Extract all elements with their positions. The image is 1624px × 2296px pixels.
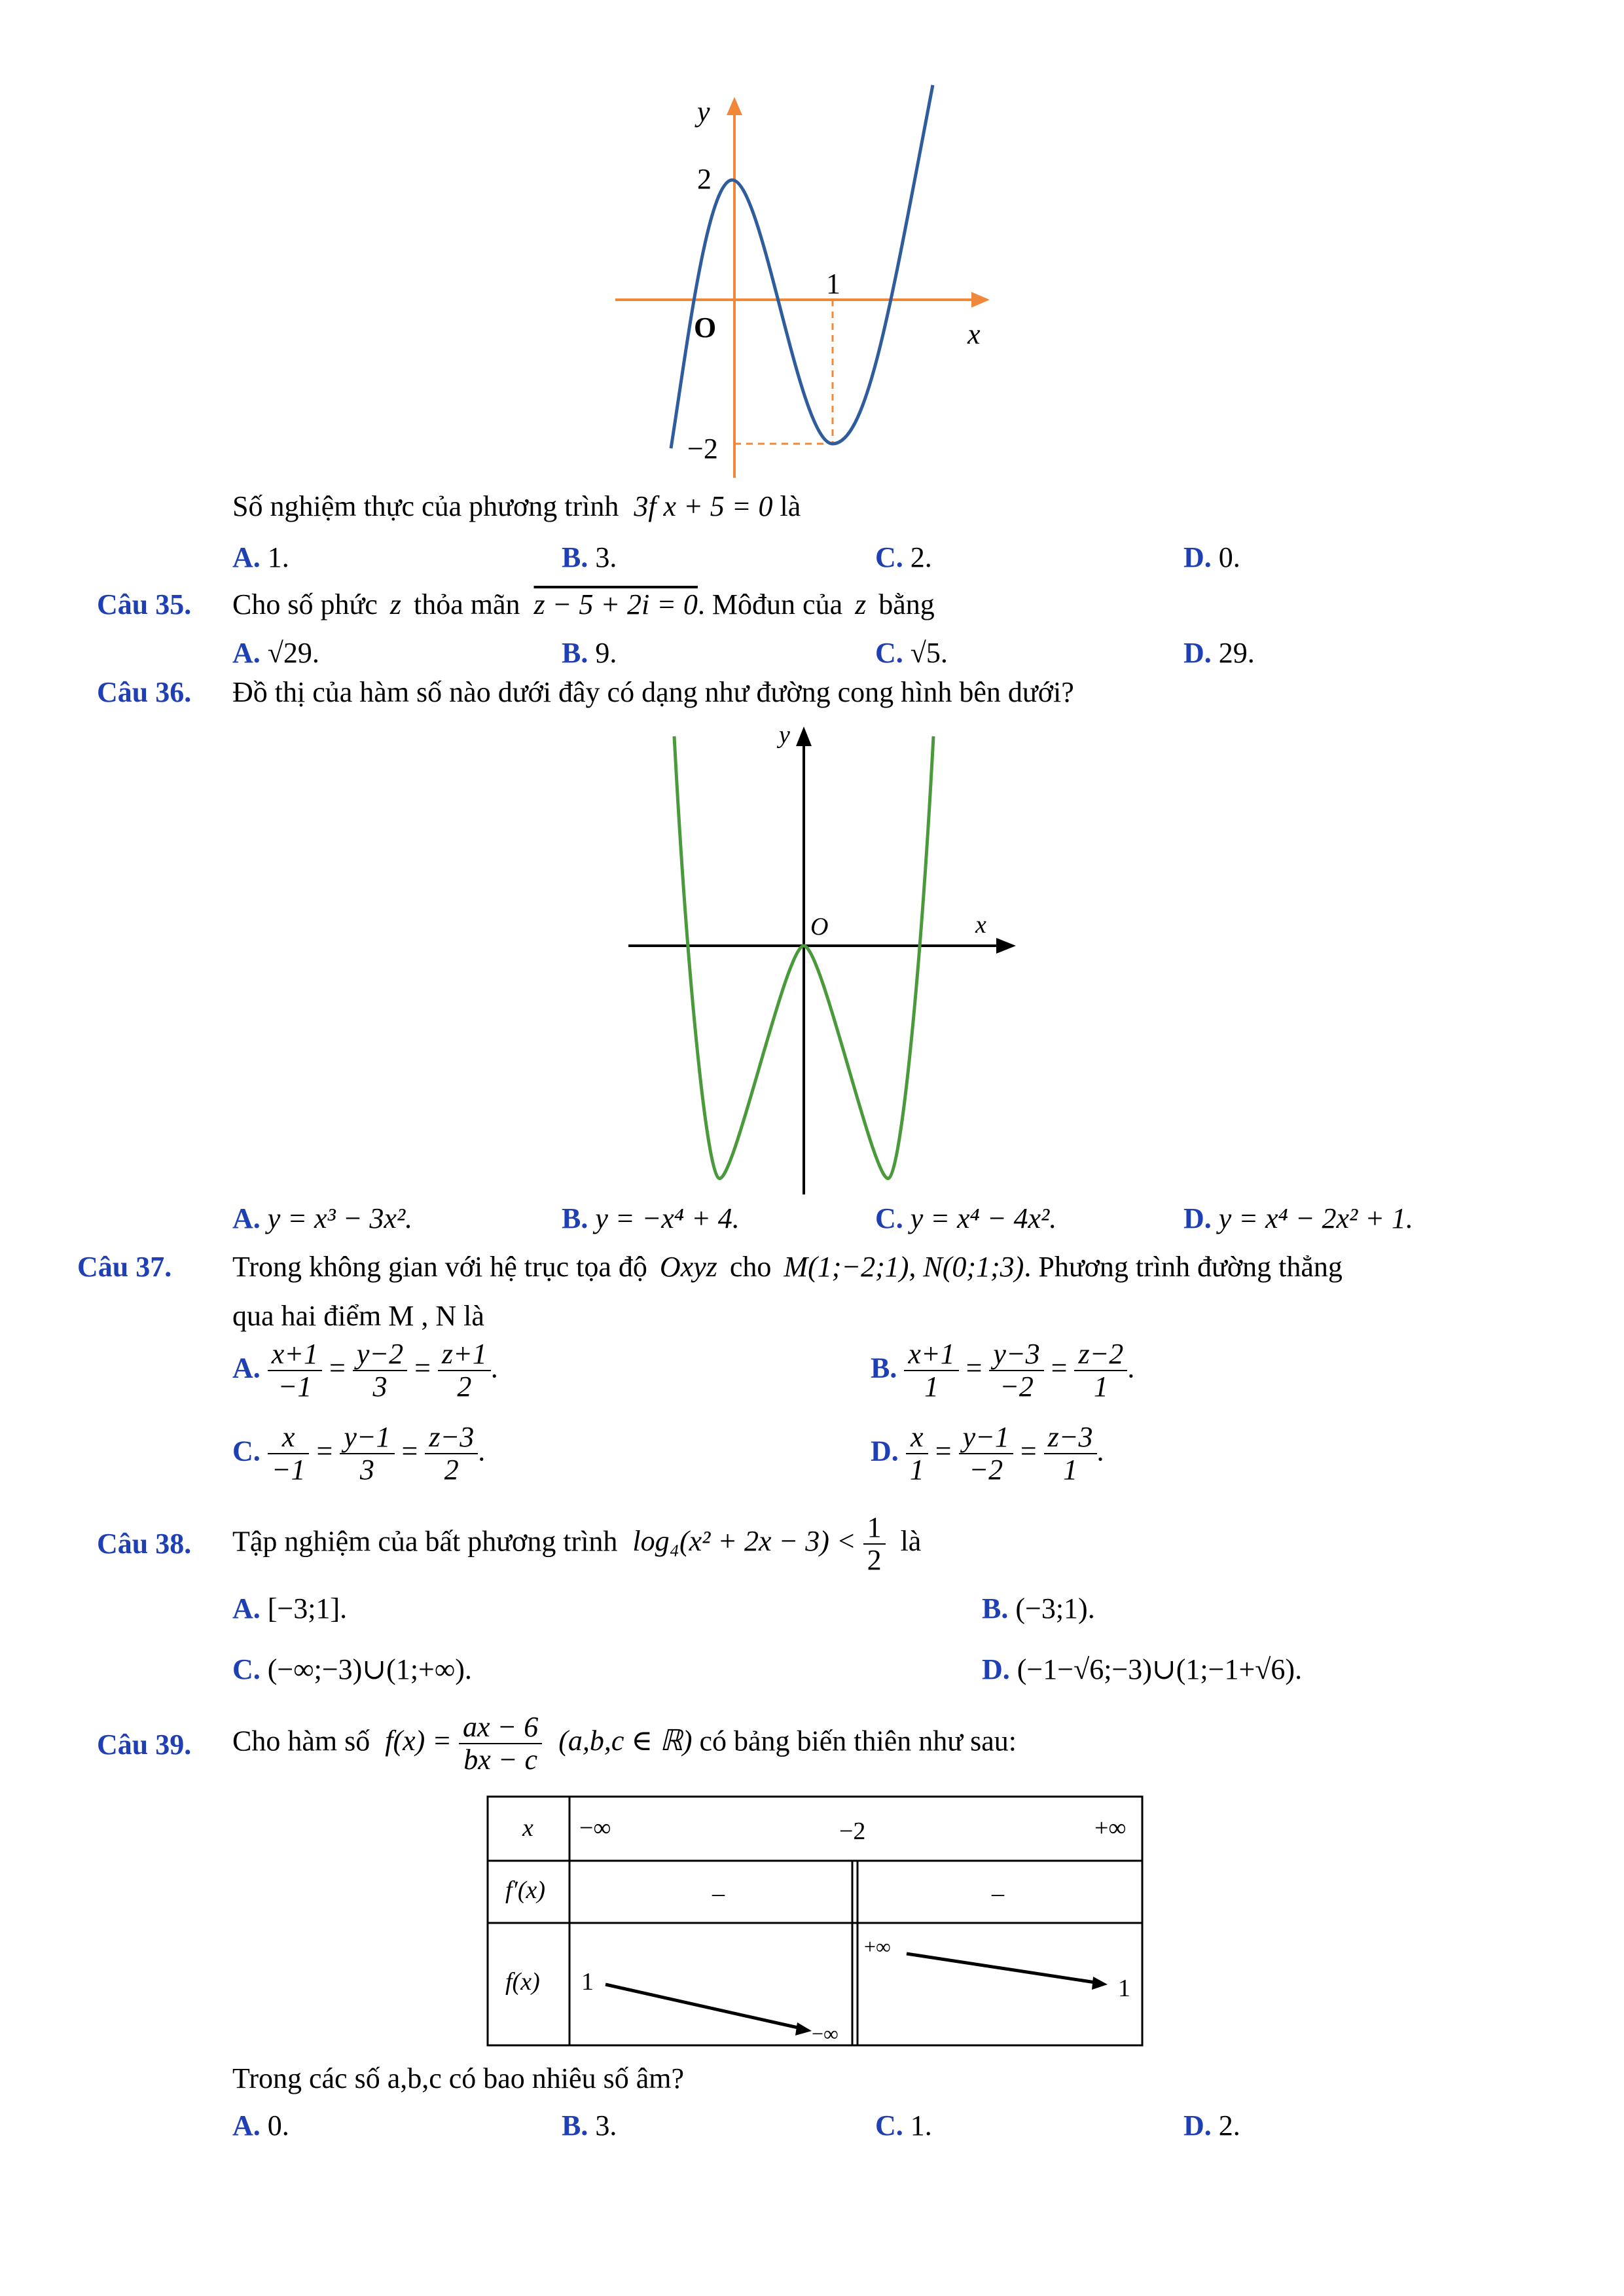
graph1-tick-x-1: 1 (826, 268, 840, 300)
table-f-left-end: −∞ (812, 2022, 839, 2045)
option-text: 1. (910, 2109, 932, 2142)
option-text: y = x⁴ − 4x². (910, 1202, 1057, 1234)
q37-option-d[interactable]: D. $\frac{x}{1}$ = $\frac{y-1}{-2}$ = $\frac{z-3}{1}$ . (871, 1421, 1104, 1486)
option-text: y = −x⁴ + 4. (595, 1202, 740, 1234)
q37-option-a[interactable]: A. $\frac{x+1}{-1}$ = $\frac{y-2}{3}$ = $\frac{z+1}{2}$ . (232, 1338, 498, 1403)
arrow-left-head (795, 2022, 812, 2036)
graph1-x-label: x (967, 318, 981, 350)
q37-option-c[interactable]: C. $\frac{x}{-1}$ = $\frac{y-1}{3}$ = $\frac{z-3}{2}$ . (232, 1421, 486, 1486)
q37-points: M(1;−2;1), N(0;1;3) (784, 1251, 1024, 1283)
option-text: 9. (595, 637, 617, 669)
option-letter: A. (232, 1202, 261, 1234)
numerator: z−2 (1074, 1338, 1127, 1371)
option-letter: B. (562, 541, 588, 573)
option-letter: A. (232, 541, 261, 573)
denominator: 1 (1093, 1371, 1108, 1403)
denominator: 1 (924, 1371, 939, 1403)
q35-var-2: z (855, 588, 867, 620)
arrow-right-decreasing (907, 1954, 1100, 1983)
option-letter: D. (1183, 1202, 1212, 1234)
option-text: 3. (595, 541, 617, 573)
numerator: y−3 (989, 1338, 1043, 1371)
q38-label: Câu 38. (97, 1528, 192, 1560)
option-letter: C. (875, 637, 903, 669)
q35-var: z (389, 588, 401, 620)
table-f-label: f(x) (505, 1968, 540, 1996)
q36-label: Câu 36. (97, 676, 192, 708)
numerator: x (268, 1422, 310, 1454)
q35-stem-c: . Môđun của (697, 588, 843, 620)
q35-stem-d: bằng (878, 588, 935, 620)
table-f-right-end: 1 (1118, 1975, 1130, 2002)
option-text: 29. (1218, 637, 1255, 669)
q37-stem-b: cho (729, 1251, 772, 1283)
option-letter: C. (232, 1435, 261, 1467)
q37-stem-c: . Phương trình đường thẳng (1024, 1251, 1343, 1283)
option-text: 3. (595, 2109, 617, 2142)
table-fprime-label: f′(x) (505, 1876, 546, 1904)
option-letter: A. (232, 1592, 261, 1624)
q38-stem-text: Tập nghiệm của bất phương trình (232, 1525, 618, 1558)
q39-label: Câu 39. (97, 1729, 192, 1761)
q36-stem: Đồ thị của hàm số nào dưới đây có dạng như đường cong hình bên dưới? (232, 676, 1074, 708)
q39-option-d[interactable] (1183, 2109, 1240, 2142)
numerator: ax − 6 (459, 1712, 542, 1744)
option-text: 0. (267, 2109, 289, 2142)
q37-stem-line2: qua hai điểm M , N là (232, 1300, 484, 1332)
numerator: z−3 (425, 1422, 478, 1454)
option-letter: D. (1183, 637, 1212, 669)
graph1-tick-y-2: 2 (697, 163, 712, 195)
q34-stem-text: Số nghiệm thực của phương trình (232, 490, 619, 522)
numerator: x+1 (268, 1338, 322, 1371)
numerator: z+1 (438, 1338, 491, 1371)
graph1-tick-y-neg2: −2 (687, 433, 718, 465)
option-text: [−3;1]. (267, 1592, 348, 1624)
option-text: (−1−√6;−3)∪(1;−1+√6). (1017, 1653, 1303, 1685)
option-letter: D. (1183, 2109, 1212, 2142)
q35-stem-b: thỏa mãn (413, 588, 520, 620)
option-text: 1. (267, 541, 289, 573)
table-x-label: x (522, 1814, 533, 1842)
option-text: y = x⁴ − 2x² + 1. (1218, 1202, 1413, 1234)
option-letter: D. (1183, 541, 1212, 573)
table-pos-inf: +∞ (1094, 1814, 1127, 1842)
graph1-origin: O (694, 312, 717, 344)
q39-option-c[interactable] (875, 2109, 932, 2142)
table-sign-right: – (992, 1880, 1004, 1907)
option-text: 2. (910, 541, 932, 573)
table-f-right-start: +∞ (864, 1935, 891, 1958)
q39-condition: (a,b,c ∈ ℝ) (558, 1725, 693, 1757)
q39-question: Trong các số a,b,c có bao nhiêu số âm? (232, 2062, 684, 2094)
option-letter: C. (875, 541, 903, 573)
denominator: bx − c (463, 1744, 537, 1776)
option-letter: D. (982, 1653, 1010, 1685)
denominator: −1 (278, 1371, 312, 1403)
option-letter: C. (232, 1653, 261, 1685)
q37-system: Oxyz (659, 1251, 717, 1283)
q38-inequality: log₄(x² + 2x − 3) < (632, 1525, 856, 1558)
graph2-y-label: y (779, 721, 790, 749)
numerator: z−3 (1044, 1422, 1097, 1454)
q39-option-b[interactable] (562, 2109, 617, 2142)
denominator: 2 (444, 1454, 459, 1486)
option-text: 2. (1218, 2109, 1240, 2142)
q39-f-lhs: f(x) = (385, 1725, 452, 1757)
option-text: y = x³ − 3x². (267, 1202, 413, 1234)
option-letter: B. (982, 1592, 1009, 1624)
numerator: x+1 (904, 1338, 958, 1371)
numerator: x (906, 1422, 928, 1454)
option-text: 0. (1218, 541, 1240, 573)
arrow-left-decreasing (605, 1984, 804, 2029)
graph2-x-label: x (975, 911, 986, 939)
denominator: 2 (867, 1544, 882, 1577)
option-text: (−3;1). (1015, 1592, 1095, 1624)
denominator: −2 (1000, 1371, 1034, 1403)
q37-stem-a: Trong không gian với hệ trục tọa độ (232, 1251, 647, 1283)
option-letter: B. (562, 2109, 588, 2142)
option-letter: B. (562, 637, 588, 669)
option-letter: C. (875, 2109, 903, 2142)
option-letter: B. (562, 1202, 588, 1234)
option-text: (−∞;−3)∪(1;+∞). (267, 1653, 472, 1685)
denominator: 2 (457, 1371, 472, 1403)
option-letter: B. (871, 1352, 897, 1384)
table-mid: −2 (839, 1818, 866, 1845)
graph1-y-label: y (697, 96, 710, 128)
arrow-right-head (1092, 1977, 1108, 1990)
table-sign-left: – (712, 1880, 725, 1907)
option-letter: C. (875, 1202, 903, 1234)
q39-stem-a: Cho hàm số (232, 1725, 370, 1757)
q35-stem-a: Cho số phức (232, 588, 378, 620)
graph2-origin: O (810, 913, 829, 941)
option-letter: A. (232, 1352, 261, 1384)
option-letter: D. (871, 1435, 899, 1467)
option-text: √29. (267, 637, 319, 669)
table-neg-inf: −∞ (579, 1814, 611, 1842)
q38-tail: là (900, 1525, 922, 1558)
numerator: y−2 (353, 1338, 407, 1371)
numerator: y−1 (959, 1422, 1013, 1454)
q35-label: Câu 35. (97, 588, 192, 620)
table-f-left: 1 (581, 1968, 594, 1996)
numerator: y−1 (340, 1422, 394, 1454)
denominator: 3 (359, 1454, 374, 1486)
q35-equation: z − 5 + 2i = 0 (533, 588, 698, 620)
option-letter: A. (232, 637, 261, 669)
option-letter: A. (232, 2109, 261, 2142)
q37-label: Câu 37. (77, 1251, 172, 1283)
denominator: 1 (1063, 1454, 1078, 1486)
denominator: 1 (909, 1454, 924, 1486)
q39-stem-b: có bảng biến thiên như sau: (699, 1725, 1017, 1757)
denominator: −2 (969, 1454, 1003, 1486)
q39-option-a[interactable] (232, 2109, 289, 2142)
denominator: 3 (372, 1371, 388, 1403)
denominator: −1 (271, 1454, 306, 1486)
option-text: √5. (910, 637, 948, 669)
q34-tail: là (780, 490, 801, 522)
numerator: 1 (863, 1512, 886, 1545)
q34-equation: 3f x + 5 = 0 (634, 490, 773, 522)
q37-option-b[interactable]: B. $\frac{x+1}{1}$ = $\frac{y-3}{-2}$ = $\frac{z-2}{1}$ . (871, 1338, 1135, 1403)
